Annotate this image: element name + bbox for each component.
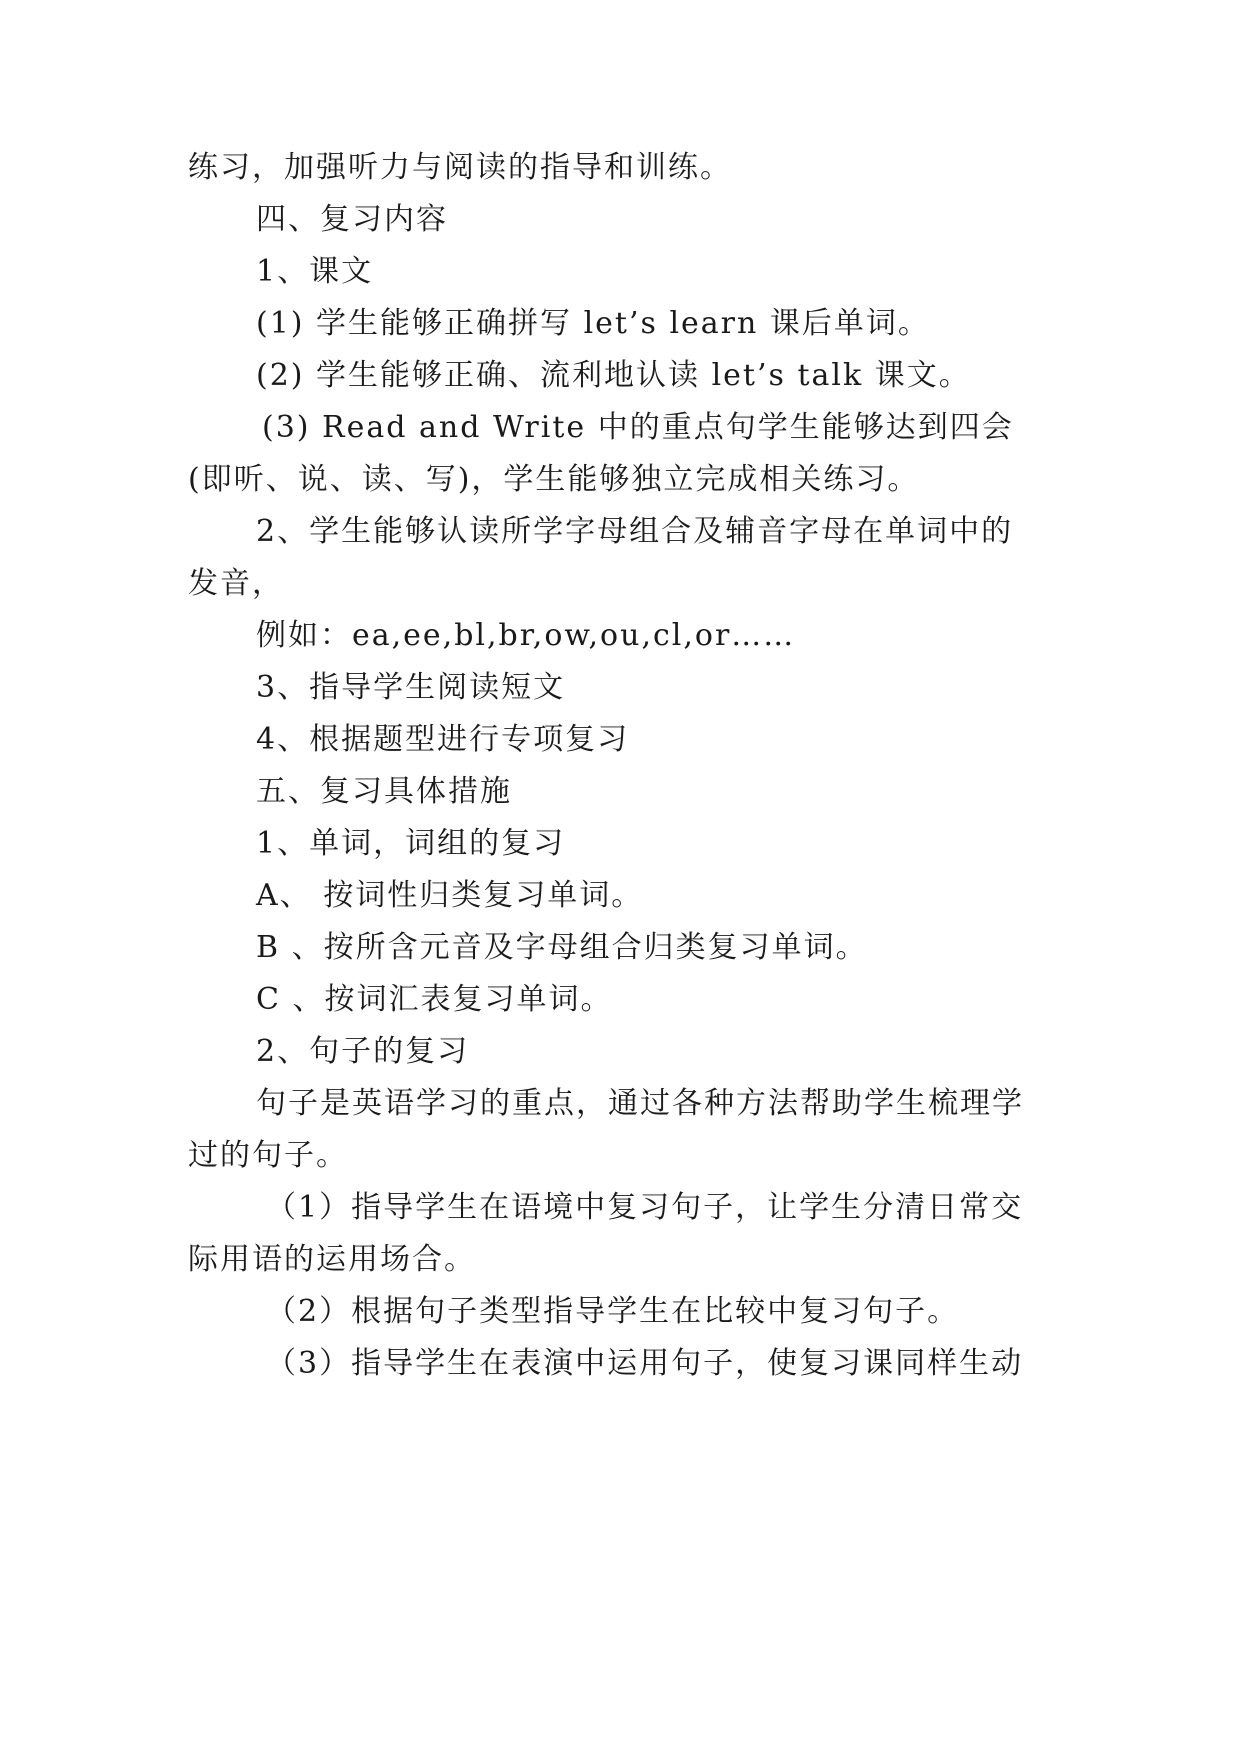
paragraph-line: 发音，	[188, 566, 284, 601]
subsection-heading: 1、课文	[256, 254, 374, 289]
section-heading: 四、复习内容	[256, 202, 448, 237]
list-item: C 、按词汇表复习单词。	[256, 982, 613, 1017]
paragraph-line: 际用语的运用场合。	[188, 1242, 476, 1277]
paragraph-line: 过的句子。	[188, 1138, 348, 1173]
subsection-heading: 1、单词，词组的复习	[256, 826, 566, 861]
list-item: （3）指导学生在表演中运用句子，使复习课同样生动	[266, 1346, 1024, 1381]
subsection-heading: 3、指导学生阅读短文	[256, 670, 566, 705]
paragraph-line: (即听、说、读、写)，学生能够独立完成相关练习。	[188, 462, 920, 497]
paragraph-line: 练习，加强听力与阅读的指导和训练。	[188, 150, 732, 185]
list-item: (1) 学生能够正确拼写 let’s learn 课后单词。	[256, 306, 930, 341]
list-item: （2）根据句子类型指导学生在比较中复习句子。	[266, 1294, 960, 1329]
section-heading: 五、复习具体措施	[256, 774, 512, 809]
subsection-heading: 2、句子的复习	[256, 1034, 470, 1069]
subsection-heading: 4、根据题型进行专项复习	[256, 722, 630, 757]
paragraph-line: 例如：ea,ee,bl,br,ow,ou,cl,or……	[256, 618, 796, 653]
list-item: A、 按词性归类复习单词。	[256, 878, 644, 913]
list-item: (3) Read and Write 中的重点句学生能够达到四会	[262, 410, 1014, 445]
list-item: (2) 学生能够正确、流利地认读 let’s talk 课文。	[256, 358, 971, 393]
paragraph-line: 句子是英语学习的重点，通过各种方法帮助学生梳理学	[256, 1086, 1024, 1121]
list-item: B 、按所含元音及字母组合归类复习单词。	[256, 930, 868, 965]
list-item: （1）指导学生在语境中复习句子，让学生分清日常交	[266, 1190, 1024, 1225]
subsection-heading: 2、学生能够认读所学字母组合及辅音字母在单词中的	[256, 514, 1014, 549]
